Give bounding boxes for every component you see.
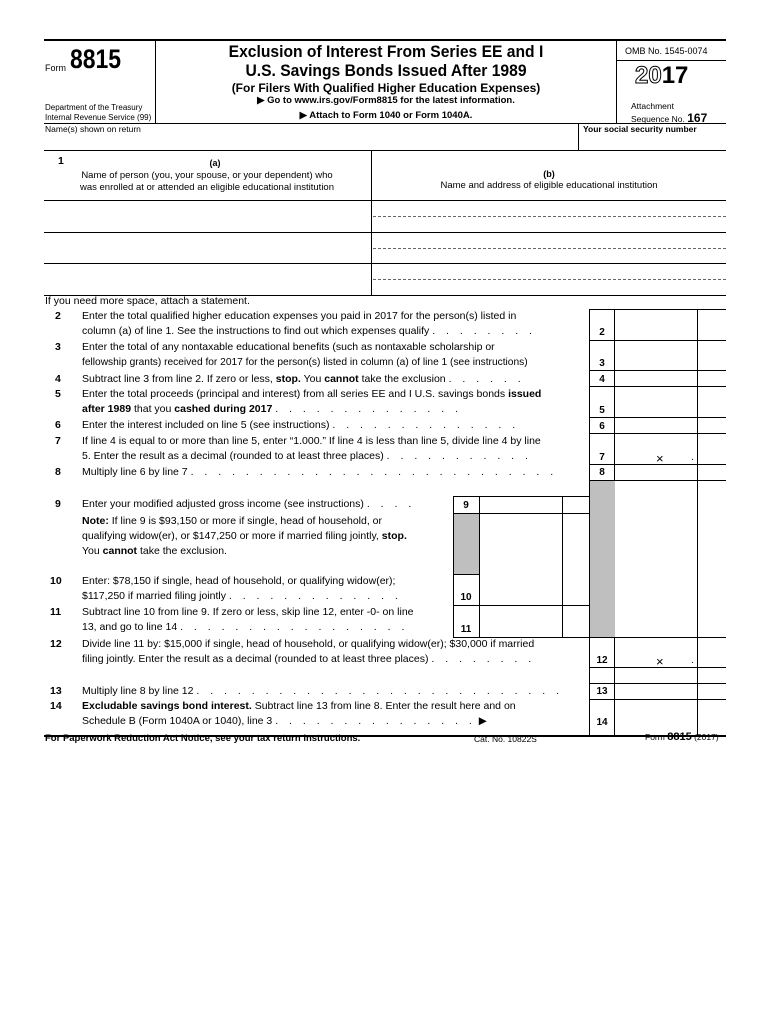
line4-dots: . . . . . . [448, 373, 525, 385]
box-14: 14 [596, 717, 608, 728]
line14-text-2-label: Schedule B (Form 1040A or 1040), line 3 [82, 715, 273, 727]
line10-number: 10 [50, 575, 62, 587]
sequence-label-text: Sequence No. [631, 114, 685, 124]
header-divider-right [616, 39, 617, 123]
line14-number: 14 [50, 700, 62, 712]
col-header-rule [44, 200, 726, 201]
line14-text-1 [82, 699, 516, 714]
line14-arrow-icon: ▶ [478, 715, 487, 727]
line9-note-2 [82, 529, 407, 544]
inner-box-10: 10 [460, 592, 472, 603]
line10-text-2-label: $117,250 if married filing jointly [82, 590, 226, 602]
top-rule [44, 39, 726, 41]
col-a-letter: (a) [209, 158, 221, 168]
rule-before-12 [589, 637, 726, 638]
sequence-number: 167 [687, 111, 708, 125]
omb-rule [616, 60, 726, 61]
line5-cashed: cashed during 2017 [174, 403, 273, 415]
col-a-header-1: Name of person (you, your spouse, or your dependent) who [81, 170, 333, 181]
line9-amount[interactable] [482, 499, 560, 512]
line9-note-3 [82, 544, 227, 559]
line9-note-1 [82, 514, 382, 529]
rule-after-13 [589, 699, 726, 700]
goto-instructions: ▶ Go to www.irs.gov/Form8815 for the latest information. [257, 95, 515, 106]
rule-after-3 [589, 370, 726, 371]
line12-text-1: Divide line 11 by: $15,000 if single, head of household, or qualifying widow(er); $30,000 if married [82, 638, 535, 650]
person-name-3[interactable] [48, 271, 366, 287]
form-word: Form [45, 63, 66, 73]
line2-number: 2 [55, 310, 61, 322]
inner-box-top [453, 496, 589, 497]
title-line1: Exclusion of Interest From Series EE and I [228, 42, 544, 61]
line11-amount[interactable] [482, 622, 560, 635]
line14-title: Excludable savings bond interest. [82, 700, 252, 712]
tax-year [635, 62, 688, 91]
line7-text-2 [82, 449, 532, 464]
line3-text-2: fellowship grants) received for 2017 for the person(s) listed in column (a) of line 1 (see instructions) [82, 357, 528, 368]
line9-text-label: Enter your modified adjusted gross income (see instructions) [82, 498, 364, 510]
ssn-divider [578, 123, 579, 150]
line4-amount[interactable] [617, 372, 695, 385]
line6-text-label: Enter the interest included on line 5 (see instructions) [82, 419, 330, 431]
line5-text-2a: that you [133, 403, 172, 415]
rule-before-13 [589, 683, 726, 684]
box-2: 2 [599, 327, 605, 338]
institution-1b[interactable] [376, 218, 721, 231]
catalog-number: Cat. No. 10822S [474, 734, 537, 744]
line6-number: 6 [55, 419, 61, 431]
line8-number: 8 [55, 466, 61, 478]
inner-shaded-area [454, 513, 479, 574]
attachment-label: Attachment [631, 101, 674, 111]
line5-text-1 [82, 387, 541, 402]
line13-text [82, 684, 563, 699]
line8-text [82, 465, 557, 480]
footer-form-word: Form [645, 732, 665, 742]
line9-dots: . . . . [366, 498, 416, 510]
shaded-amount-area [590, 481, 615, 637]
line3-number: 3 [55, 341, 61, 353]
line9-note-3a: You [82, 545, 100, 557]
year-prefix: 20 [635, 62, 662, 89]
omb-number: OMB No. 1545-0074 [625, 46, 708, 56]
rule-after-2 [589, 340, 726, 341]
dept-line2: Internal Revenue Service (99) [45, 113, 152, 122]
line4-text-b: You [303, 373, 322, 385]
line5-after: after 1989 [82, 403, 132, 415]
col-divider [371, 150, 372, 295]
col-b-header: Name and address of eligible educational institution [440, 180, 658, 191]
line14-text-1b: Subtract line 13 from line 8. Enter the result here and on [254, 700, 516, 712]
institution-3b[interactable] [376, 280, 721, 293]
line13-amount[interactable] [617, 685, 695, 698]
line10-amount[interactable] [482, 590, 560, 603]
person-name-2[interactable] [48, 240, 366, 256]
line3-amount[interactable] [617, 356, 695, 369]
line8-dots: . . . . . . . . . . . . . . . . . . . . . . . . . . . [190, 466, 558, 478]
line4-cannot: cannot [324, 373, 359, 385]
line2-dots: . . . . . . . . [432, 325, 536, 337]
names-label: Name(s) shown on return [45, 124, 141, 134]
line9-cannot: cannot [102, 545, 138, 557]
line9-note-1-text: If line 9 is $93,150 or more if single, head of household, or [111, 515, 383, 527]
line12-decimal-point: . [691, 655, 694, 666]
box-5: 5 [599, 405, 605, 416]
year-suffix: 17 [661, 62, 689, 89]
inner-box-divider [479, 496, 480, 637]
line6-dots: . . . . . . . . . . . . . . [332, 419, 520, 431]
line12-text-2 [82, 652, 535, 667]
box-12: 12 [596, 655, 608, 666]
institution-1a[interactable] [376, 202, 721, 215]
line11-text-1: Subtract line 10 from line 9. If zero or less, skip line 12, enter -0- on line [82, 606, 414, 618]
footer-form-id [645, 731, 719, 744]
box-8: 8 [599, 467, 605, 478]
line4-text [82, 372, 525, 387]
line5-text-2 [82, 402, 462, 417]
box-3: 3 [599, 358, 605, 369]
box-4: 4 [599, 374, 605, 385]
dept-line1: Department of the Treasury [45, 103, 143, 112]
footer-year: (2017) [694, 732, 719, 742]
col-b-dash-1 [373, 216, 726, 217]
line7-text-1: If line 4 is equal to or more than line 5, enter “1.000.” If line 4 is less than line 5, divide line 4 by line [82, 435, 541, 447]
attach-instructions: ▶ Attach to Form 1040 or Form 1040A. [299, 110, 473, 121]
cents-divider [697, 309, 698, 737]
names-input[interactable] [46, 135, 571, 148]
more-space-note: If you need more space, attach a statement. [45, 295, 250, 307]
line13-text-label: Multiply line 8 by line 12 [82, 685, 194, 697]
line9-stop: stop. [381, 530, 407, 542]
line4-stop: stop. [275, 373, 301, 385]
title-line2: U.S. Savings Bonds Issued After 1989 [245, 61, 527, 80]
line4-text-a: Subtract line 3 from line 2. If zero or less, [82, 373, 273, 385]
inner-rule-before-10 [453, 574, 479, 575]
line11-number: 11 [50, 606, 62, 618]
inner-box-11: 11 [460, 624, 472, 635]
line12-dots: . . . . . . . . [431, 653, 536, 665]
line5-amount[interactable] [617, 403, 695, 416]
line14-amount[interactable] [617, 716, 695, 729]
line12-text-2-label: filing jointly. Enter the result as a decimal (rounded to at least three places) [82, 653, 429, 665]
institution-2a[interactable] [376, 234, 721, 247]
box-7: 7 [599, 452, 605, 463]
institution-2b[interactable] [376, 249, 721, 262]
col-a-header-2: was enrolled at or attended an eligible educational institution [79, 182, 335, 193]
line4-number: 4 [55, 373, 61, 385]
line10-dots: . . . . . . . . . . . . . [228, 590, 402, 602]
line13-dots: . . . . . . . . . . . . . . . . . . . . . . . . . . . [196, 685, 564, 697]
rule-after-4 [589, 386, 726, 387]
inner-rule-after-10 [453, 605, 589, 606]
line2-text-2-label: column (a) of line 1. See the instructions to find out which expenses qualify [82, 325, 430, 337]
col-a-row-rule-1 [44, 232, 371, 233]
col-a-row-rule-2 [44, 263, 371, 264]
inner-box-9: 9 [463, 500, 469, 511]
line14-dots: . . . . . . . . . . . . . . . [275, 715, 476, 727]
ssn-label: Your social security number [583, 124, 697, 134]
line12-number: 12 [50, 638, 62, 650]
form-number: 8815 [70, 44, 122, 74]
line1-number: 1 [58, 155, 64, 167]
col-b-letter: (b) [543, 169, 555, 179]
line4-text-c: take the exclusion [361, 373, 446, 385]
line7-times-sign: × [656, 451, 664, 466]
col-b-row-rule-2 [371, 263, 726, 264]
line6-text [82, 418, 519, 433]
line13-number: 13 [50, 685, 62, 697]
box-6: 6 [599, 421, 605, 432]
line7-dots: . . . . . . . . . . . [386, 450, 532, 462]
subtitle: (For Filers With Qualified Higher Education Expenses) [231, 81, 541, 95]
line9-text [82, 497, 415, 512]
line9-number: 9 [55, 498, 61, 510]
line7-number: 7 [55, 435, 61, 447]
line11-dots: . . . . . . . . . . . . . . . . . [180, 621, 409, 633]
line9-note-label: Note: [82, 515, 109, 527]
footer-form-number: 8815 [667, 731, 692, 743]
paperwork-notice: For Paperwork Reduction Act Notice, see your tax return instructions. [45, 733, 361, 744]
line6-amount[interactable] [617, 419, 695, 432]
line10-text-1: Enter: $78,150 if single, head of household, or qualifying widow(er); [82, 575, 396, 587]
institution-3a[interactable] [376, 265, 721, 278]
line8-amount[interactable] [617, 466, 695, 479]
line5-number: 5 [55, 388, 61, 400]
inner-rule-after-9 [453, 513, 589, 514]
line5-issued: issued [508, 388, 542, 400]
amount-top-rule [589, 309, 726, 310]
line7-decimal-point: . [691, 452, 694, 463]
line7-text-2-label: 5. Enter the result as a decimal (rounded to at least three places) [82, 450, 384, 462]
line14-text-2 [82, 714, 487, 729]
line5-dots: . . . . . . . . . . . . . . [275, 403, 462, 415]
header-divider-left [155, 39, 156, 123]
line11-text-2 [82, 620, 408, 635]
line12-times-sign: × [656, 654, 664, 669]
inner-cents-divider [562, 496, 563, 637]
line2-text-1: Enter the total qualified higher education expenses you paid in 2017 for the person(s) listed in [82, 310, 517, 322]
ssn-input[interactable] [583, 135, 723, 148]
line5-text-1a: Enter the total proceeds (principal and interest) from all series EE and I U.S. savings bonds [82, 388, 506, 400]
line11-text-2-label: 13, and go to line 14 [82, 621, 178, 633]
line8-text-label: Multiply line 6 by line 7 [82, 466, 188, 478]
name-row-bottom-rule [44, 150, 726, 151]
line9-note-2-text: qualifying widow(er), or $147,250 or more if married filing jointly, [82, 530, 379, 542]
line10-text-2 [82, 589, 402, 604]
rule-after-5 [589, 417, 726, 418]
person-name-1[interactable] [48, 210, 366, 226]
line3-text-1: Enter the total of any nontaxable educational benefits (such as nontaxable scholarship or [82, 341, 495, 353]
line2-amount[interactable] [617, 325, 695, 338]
line2-text-2 [82, 324, 536, 339]
rule-after-6 [589, 433, 726, 434]
box-13: 13 [596, 686, 608, 697]
col-b-row-rule-1 [371, 232, 726, 233]
line9-note-3b: take the exclusion. [139, 545, 227, 557]
